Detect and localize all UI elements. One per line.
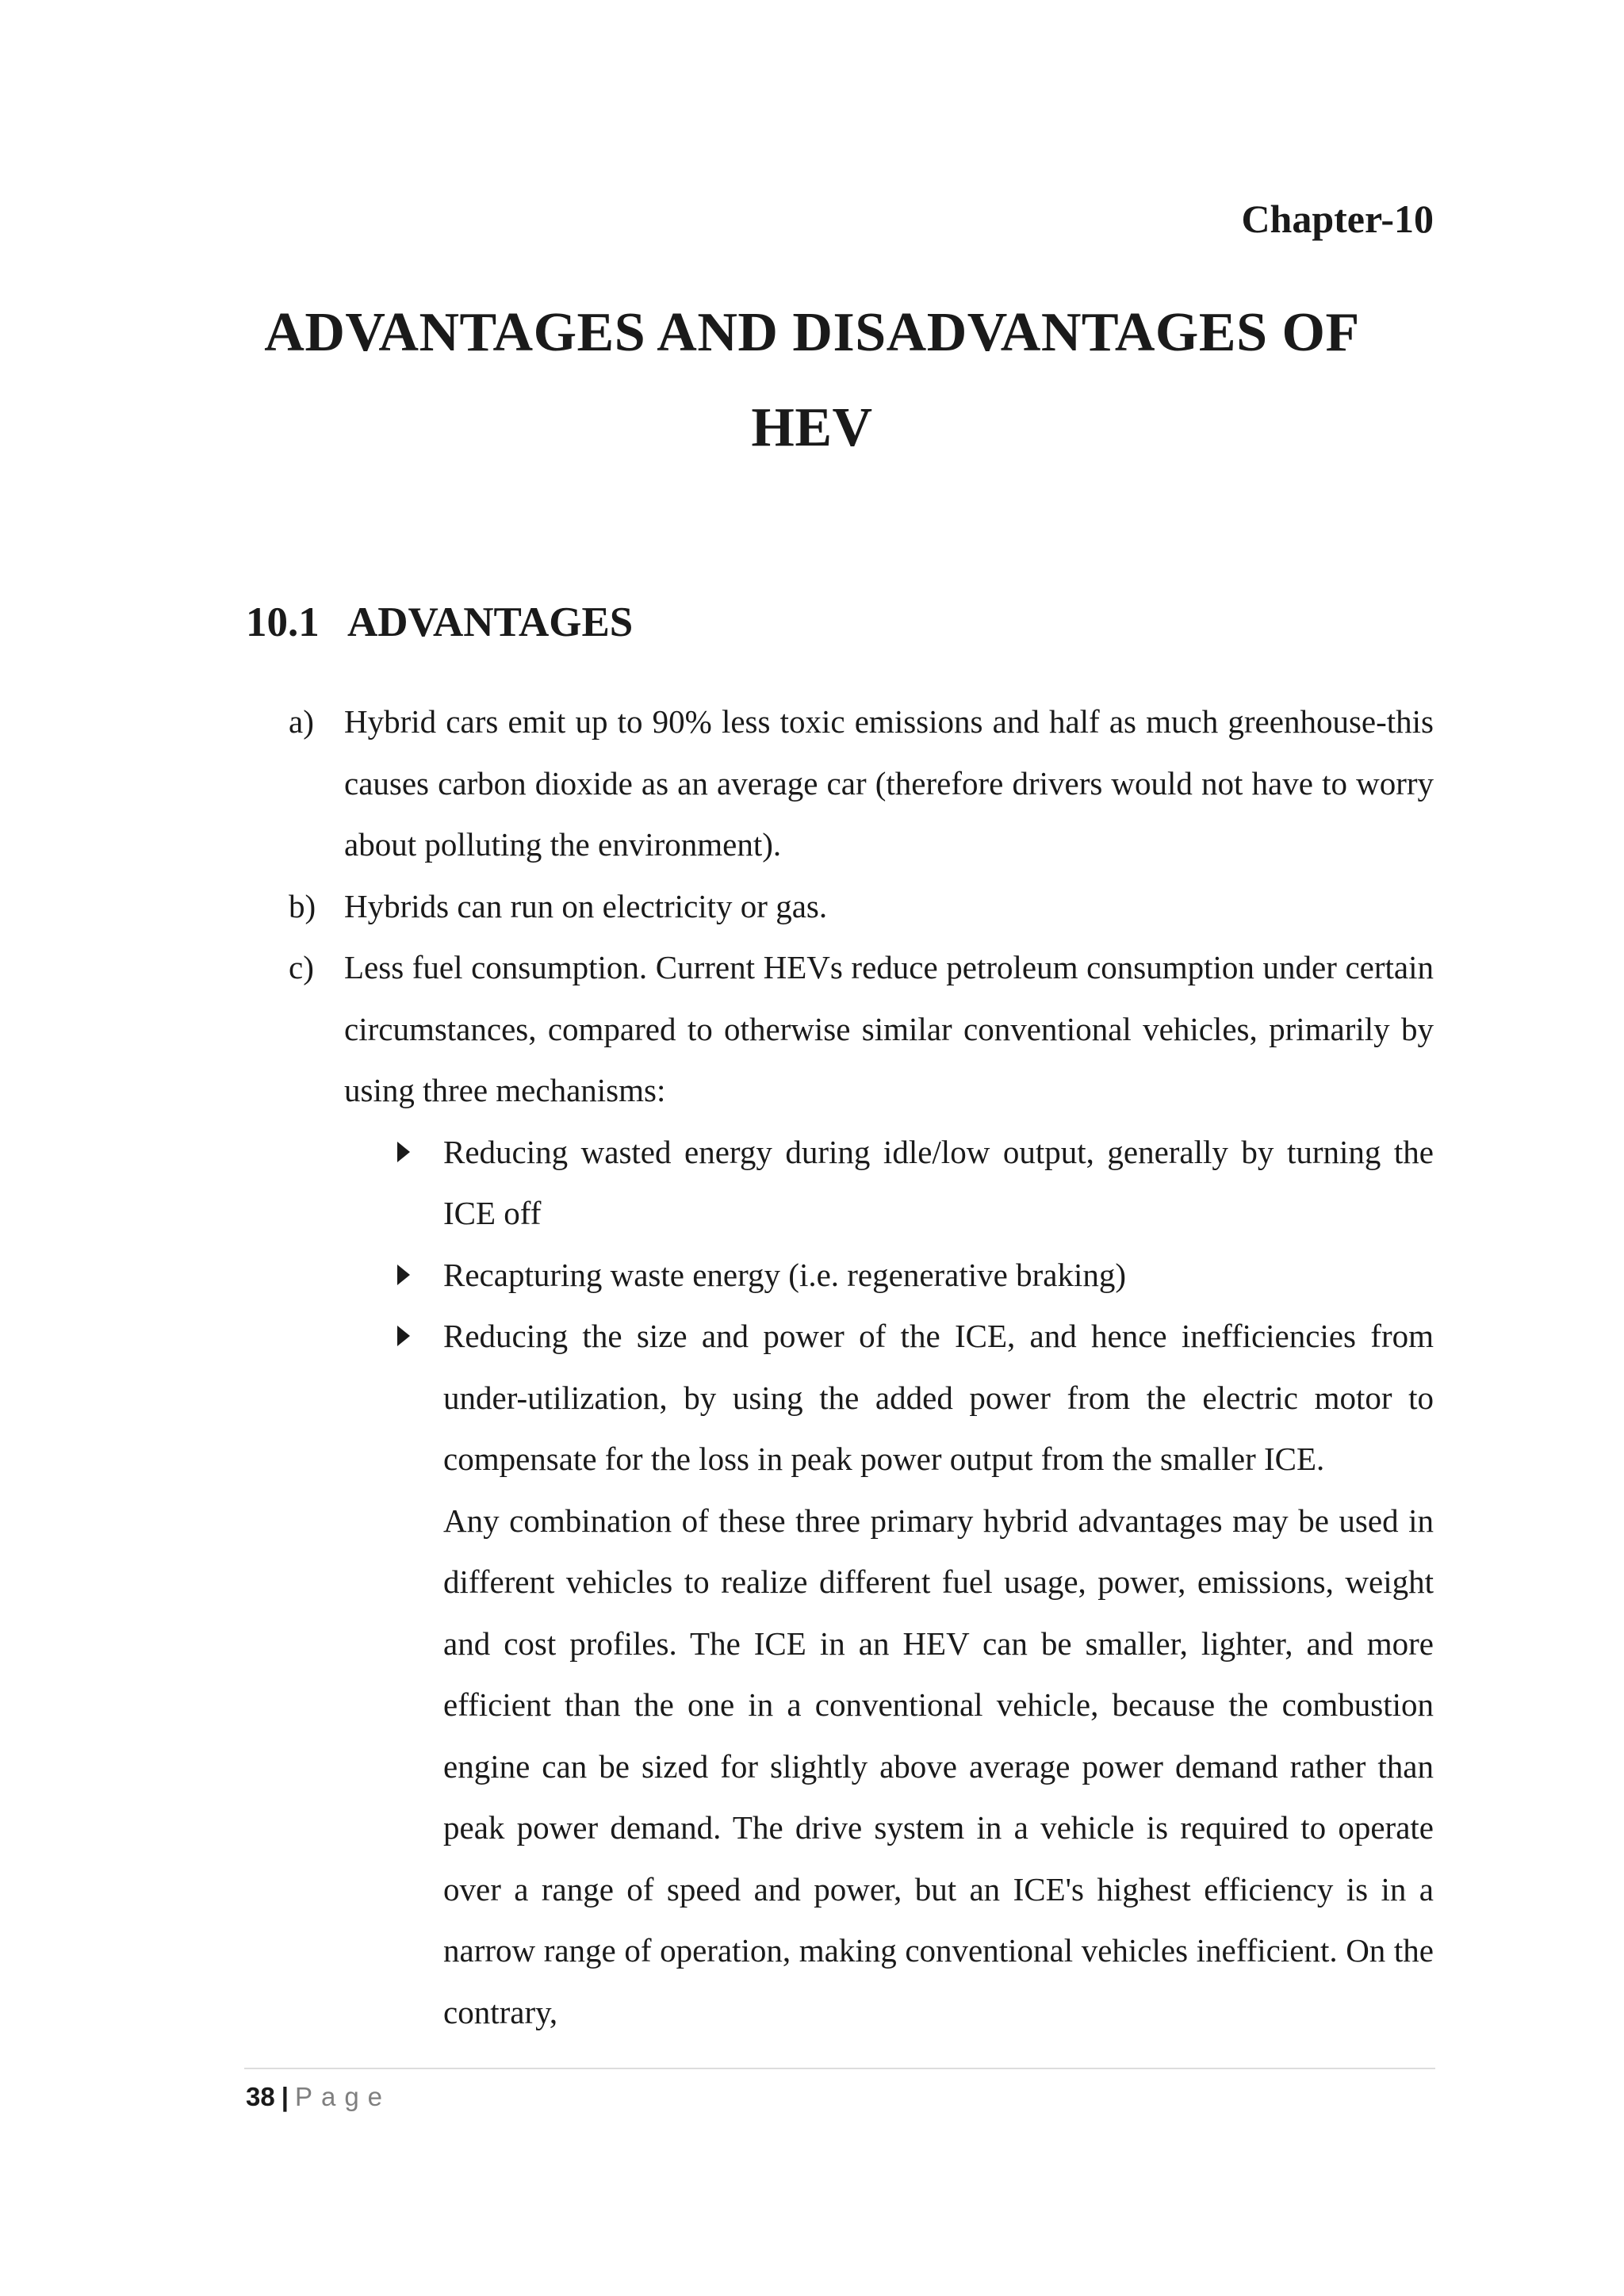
list-item-c-text: Less fuel consumption. Current HEVs reduce petroleum consumption under certain circumstances, compared to otherwise similar conventional vehicles, primarily by using three mechanisms: [344,949,1434,1108]
section-title: ADVANTAGES [347,599,634,645]
section-number: 10.1 [246,599,320,645]
footer-separator: | [281,2082,289,2111]
section-heading [246,595,633,650]
page-content [289,691,1434,2043]
list-item-c [289,937,1434,1122]
bullet-item-2 [289,1245,1434,1307]
triangle-bullet-icon [397,1326,410,1346]
bullet-item-1-text: Reducing wasted energy during idle/low output, generally by turning the ICE off [443,1133,1434,1231]
bullet-item-3-text: Reducing the size and power of the ICE, and hence inefficiencies from under-utilization, by using the added power from the electric motor to compensate for the loss in peak power output from the smaller ICE. [443,1318,1434,1477]
chapter-title [190,285,1434,476]
list-marker-c: c) [289,949,314,985]
bullet-item-1 [289,1122,1434,1245]
chapter-label: Chapter-10 [1241,197,1434,241]
page-footer [246,2077,391,2117]
chapter-title-line-1: ADVANTAGES AND DISADVANTAGES OF [264,302,1360,363]
bullet-item-3 [289,1306,1434,1490]
list-item-a [289,691,1434,876]
list-marker-a: a) [289,703,314,740]
chapter-title-line-2: HEV [751,397,873,458]
triangle-bullet-icon [397,1142,410,1162]
mechanism-bullet-list [289,1122,1434,1490]
list-item-a-text: Hybrid cars emit up to 90% less toxic emissions and half as much greenhouse-this causes carbon dioxide as an average car (therefore drivers would not have to worry about polluting the environment). [344,703,1434,863]
bullet-item-2-text: Recapturing waste energy (i.e. regenerative braking) [443,1256,1126,1293]
triangle-bullet-icon [397,1265,410,1285]
list-item-b-text: Hybrids can run on electricity or gas. [344,887,828,924]
body-paragraph: Any combination of these three primary hybrid advantages may be used in different vehicles to realize different fuel usage, power, emissions, weight and cost profiles. The ICE in an HEV can be smaller, lighter, and more efficient than the one in a conventional vehicle, because the combustion engine can be sized for slightly above average power demand rather than peak power demand. The drive system in a vehicle is required to operate over a range of speed and power, but an ICE's highest efficiency is in a narrow range of operation, making conventional vehicles inefficient. On the contrary, [443,1502,1434,2030]
page-number: 38 [246,2082,275,2111]
page-word: Page [294,2082,392,2111]
footer-divider [244,2068,1435,2069]
list-item-b [289,876,1434,938]
list-marker-b: b) [289,887,316,924]
